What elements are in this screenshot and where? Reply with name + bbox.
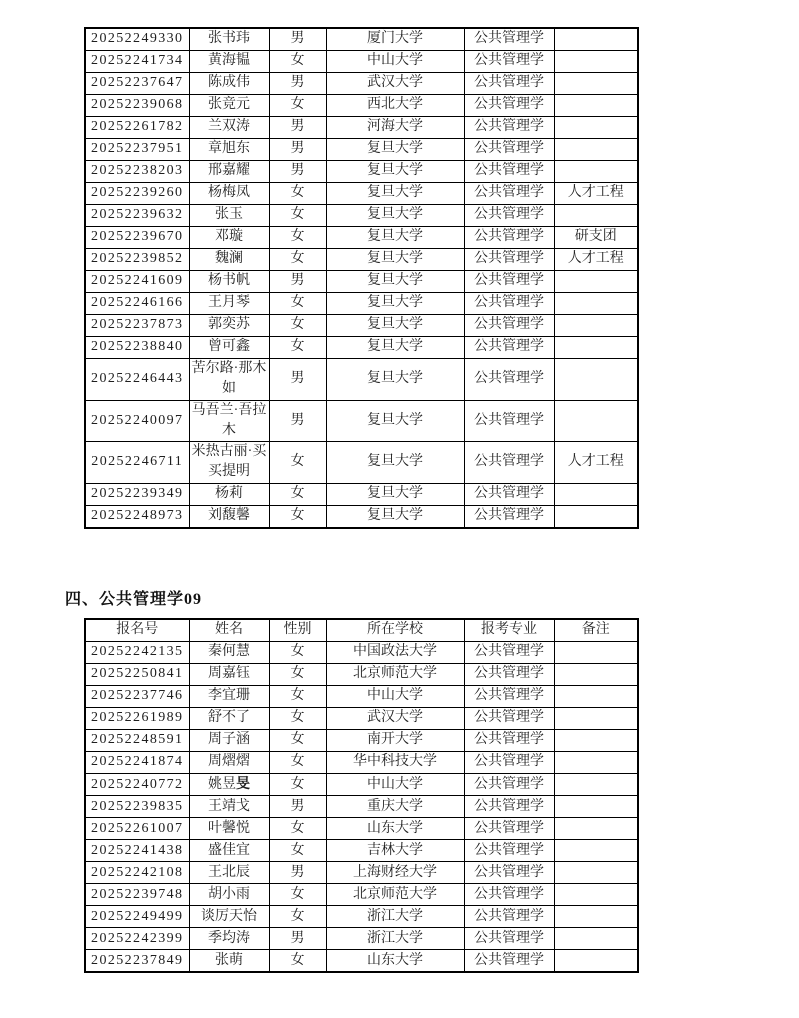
cell-name: 郭奕苏 (189, 315, 269, 337)
cell-school: 上海财经大学 (326, 862, 464, 884)
cell-registration-id: 20252246443 (85, 359, 189, 401)
cell-name: 姚昱旻 (189, 774, 269, 796)
cell-major: 公共管理学 (464, 73, 554, 95)
cell-major: 公共管理学 (464, 840, 554, 862)
cell-major: 公共管理学 (464, 928, 554, 950)
cell-name: 谈厉天怡 (189, 906, 269, 928)
cell-name: 米热古丽·买买提明 (189, 442, 269, 484)
table-row (85, 315, 638, 337)
cell-major: 公共管理学 (464, 862, 554, 884)
cell-major: 公共管理学 (464, 315, 554, 337)
cell-name: 季均涛 (189, 928, 269, 950)
cell-school: 北京师范大学 (326, 664, 464, 686)
cell-major: 公共管理学 (464, 818, 554, 840)
cell-school: 河海大学 (326, 117, 464, 139)
cell-name: 杨莉 (189, 483, 269, 505)
cell-registration-id: 20252248591 (85, 730, 189, 752)
cell-school: 北京师范大学 (326, 884, 464, 906)
cell-major: 公共管理学 (464, 359, 554, 401)
column-header-registration-id: 报名号 (85, 619, 189, 642)
cell-registration-id: 20252242399 (85, 928, 189, 950)
cell-gender: 男 (269, 28, 326, 51)
cell-gender: 男 (269, 73, 326, 95)
cell-registration-id: 20252241609 (85, 271, 189, 293)
table-row (85, 271, 638, 293)
cell-name: 叶馨悦 (189, 818, 269, 840)
cell-gender: 男 (269, 862, 326, 884)
cell-major: 公共管理学 (464, 95, 554, 117)
roster-table-1-body (85, 28, 638, 528)
cell-school: 复旦大学 (326, 139, 464, 161)
cell-note (554, 337, 638, 359)
cell-note (554, 752, 638, 774)
cell-registration-id: 20252241438 (85, 840, 189, 862)
cell-gender: 女 (269, 483, 326, 505)
table-row (85, 906, 638, 928)
cell-school: 中国政法大学 (326, 642, 464, 664)
cell-name: 邓璇 (189, 227, 269, 249)
cell-registration-id: 20252238840 (85, 337, 189, 359)
table-row (85, 117, 638, 139)
cell-note (554, 950, 638, 973)
cell-registration-id: 20252237849 (85, 950, 189, 973)
cell-registration-id: 20252241874 (85, 752, 189, 774)
cell-gender: 女 (269, 205, 326, 227)
cell-school: 复旦大学 (326, 249, 464, 271)
table-row (85, 664, 638, 686)
cell-gender: 女 (269, 51, 326, 73)
cell-registration-id: 20252241734 (85, 51, 189, 73)
roster-table-section4 (84, 618, 639, 973)
cell-major: 公共管理学 (464, 442, 554, 484)
table-row (85, 73, 638, 95)
cell-major: 公共管理学 (464, 884, 554, 906)
cell-name: 胡小雨 (189, 884, 269, 906)
cell-note (554, 28, 638, 51)
cell-gender: 男 (269, 117, 326, 139)
table-row (85, 359, 638, 401)
cell-note (554, 95, 638, 117)
cell-school: 浙江大学 (326, 906, 464, 928)
cell-gender: 女 (269, 315, 326, 337)
cell-registration-id: 20252240772 (85, 774, 189, 796)
cell-registration-id: 20252237647 (85, 73, 189, 95)
table-row (85, 249, 638, 271)
cell-name: 邢嘉耀 (189, 161, 269, 183)
table-row (85, 686, 638, 708)
cell-registration-id: 20252237746 (85, 686, 189, 708)
table-row (85, 205, 638, 227)
table-row (85, 950, 638, 973)
cell-note (554, 818, 638, 840)
cell-gender: 女 (269, 249, 326, 271)
cell-gender: 男 (269, 359, 326, 401)
cell-name: 张萌 (189, 950, 269, 973)
table-row (85, 928, 638, 950)
cell-registration-id: 20252239068 (85, 95, 189, 117)
cell-major: 公共管理学 (464, 205, 554, 227)
cell-registration-id: 20252239670 (85, 227, 189, 249)
cell-gender: 女 (269, 442, 326, 484)
column-header-school: 所在学校 (326, 619, 464, 642)
cell-name: 张书玮 (189, 28, 269, 51)
cell-name: 章旭东 (189, 139, 269, 161)
cell-school: 厦门大学 (326, 28, 464, 51)
cell-school: 浙江大学 (326, 928, 464, 950)
column-header-note: 备注 (554, 619, 638, 642)
column-header-major: 报考专业 (464, 619, 554, 642)
cell-gender: 女 (269, 642, 326, 664)
cell-note (554, 928, 638, 950)
cell-registration-id: 20252246166 (85, 293, 189, 315)
cell-note (554, 271, 638, 293)
table-row (85, 796, 638, 818)
cell-major: 公共管理学 (464, 950, 554, 973)
cell-name: 黄海韫 (189, 51, 269, 73)
cell-registration-id: 20252261989 (85, 708, 189, 730)
table-row (85, 28, 638, 51)
cell-name: 苦尔路·那木如 (189, 359, 269, 401)
cell-major: 公共管理学 (464, 271, 554, 293)
cell-gender: 女 (269, 884, 326, 906)
cell-school: 南开大学 (326, 730, 464, 752)
cell-major: 公共管理学 (464, 183, 554, 205)
cell-gender: 女 (269, 227, 326, 249)
cell-note (554, 840, 638, 862)
cell-gender: 女 (269, 337, 326, 359)
cell-major: 公共管理学 (464, 227, 554, 249)
cell-school: 复旦大学 (326, 505, 464, 528)
cell-gender: 男 (269, 796, 326, 818)
column-header-gender: 性别 (269, 619, 326, 642)
cell-school: 中山大学 (326, 51, 464, 73)
table-row (85, 293, 638, 315)
cell-name: 李宜珊 (189, 686, 269, 708)
cell-school: 复旦大学 (326, 271, 464, 293)
cell-registration-id: 20252261007 (85, 818, 189, 840)
cell-registration-id: 20252237951 (85, 139, 189, 161)
cell-gender: 女 (269, 752, 326, 774)
cell-name: 周子涵 (189, 730, 269, 752)
cell-major: 公共管理学 (464, 708, 554, 730)
table-row (85, 774, 638, 796)
cell-school: 中山大学 (326, 686, 464, 708)
cell-registration-id: 20252239835 (85, 796, 189, 818)
cell-major: 公共管理学 (464, 249, 554, 271)
cell-note (554, 315, 638, 337)
cell-major: 公共管理学 (464, 642, 554, 664)
cell-major: 公共管理学 (464, 293, 554, 315)
cell-note (554, 884, 638, 906)
section-heading: 四、公共管理学09 (65, 591, 203, 608)
cell-school: 复旦大学 (326, 293, 464, 315)
cell-major: 公共管理学 (464, 483, 554, 505)
cell-note (554, 664, 638, 686)
cell-school: 武汉大学 (326, 73, 464, 95)
cell-gender: 男 (269, 928, 326, 950)
cell-name: 曾可鑫 (189, 337, 269, 359)
cell-note (554, 862, 638, 884)
table-row (85, 442, 638, 484)
cell-gender: 女 (269, 505, 326, 528)
cell-registration-id: 20252240097 (85, 400, 189, 442)
cell-note (554, 359, 638, 401)
table-row (85, 884, 638, 906)
cell-name: 周熠熠 (189, 752, 269, 774)
cell-major: 公共管理学 (464, 117, 554, 139)
cell-note (554, 205, 638, 227)
cell-registration-id: 20252249330 (85, 28, 189, 51)
cell-registration-id: 20252242135 (85, 642, 189, 664)
cell-gender: 女 (269, 708, 326, 730)
cell-major: 公共管理学 (464, 664, 554, 686)
cell-note: 人才工程 (554, 442, 638, 484)
cell-school: 山东大学 (326, 950, 464, 973)
cell-name: 王月琴 (189, 293, 269, 315)
cell-note (554, 293, 638, 315)
cell-school: 复旦大学 (326, 227, 464, 249)
cell-registration-id: 20252237873 (85, 315, 189, 337)
cell-major: 公共管理学 (464, 505, 554, 528)
cell-note (554, 73, 638, 95)
table-row (85, 505, 638, 528)
cell-name: 周嘉钰 (189, 664, 269, 686)
table-row (85, 752, 638, 774)
cell-name: 王靖戈 (189, 796, 269, 818)
cell-name: 张玉 (189, 205, 269, 227)
cell-note (554, 51, 638, 73)
cell-note: 人才工程 (554, 249, 638, 271)
cell-name: 盛佳宜 (189, 840, 269, 862)
cell-name: 魏澜 (189, 249, 269, 271)
cell-name: 陈成伟 (189, 73, 269, 95)
cell-gender: 女 (269, 95, 326, 117)
cell-note (554, 505, 638, 528)
cell-school: 复旦大学 (326, 315, 464, 337)
cell-school: 西北大学 (326, 95, 464, 117)
cell-note (554, 708, 638, 730)
cell-school: 复旦大学 (326, 359, 464, 401)
cell-note: 人才工程 (554, 183, 638, 205)
cell-registration-id: 20252246711 (85, 442, 189, 484)
table-row (85, 708, 638, 730)
cell-registration-id: 20252249499 (85, 906, 189, 928)
table-row (85, 818, 638, 840)
table-row (85, 51, 638, 73)
cell-major: 公共管理学 (464, 337, 554, 359)
cell-note: 研支团 (554, 227, 638, 249)
table-row (85, 483, 638, 505)
cell-school: 复旦大学 (326, 337, 464, 359)
cell-gender: 男 (269, 400, 326, 442)
table-row (85, 95, 638, 117)
cell-major: 公共管理学 (464, 139, 554, 161)
cell-gender: 女 (269, 950, 326, 973)
cell-note (554, 161, 638, 183)
cell-school: 吉林大学 (326, 840, 464, 862)
cell-registration-id: 20252261782 (85, 117, 189, 139)
roster-table-2-body (85, 642, 638, 973)
header-row (85, 619, 638, 642)
table-row (85, 642, 638, 664)
cell-note (554, 906, 638, 928)
cell-registration-id: 20252248973 (85, 505, 189, 528)
cell-major: 公共管理学 (464, 28, 554, 51)
cell-school: 武汉大学 (326, 708, 464, 730)
cell-school: 复旦大学 (326, 400, 464, 442)
cell-major: 公共管理学 (464, 51, 554, 73)
cell-note (554, 774, 638, 796)
cell-registration-id: 20252239852 (85, 249, 189, 271)
cell-gender: 女 (269, 774, 326, 796)
cell-gender: 女 (269, 183, 326, 205)
cell-registration-id: 20252242108 (85, 862, 189, 884)
cell-name: 杨书帆 (189, 271, 269, 293)
cell-name: 秦何慧 (189, 642, 269, 664)
table-row (85, 730, 638, 752)
roster-table-continued (84, 27, 639, 529)
cell-gender: 男 (269, 271, 326, 293)
cell-note (554, 796, 638, 818)
cell-gender: 女 (269, 906, 326, 928)
cell-major: 公共管理学 (464, 400, 554, 442)
cell-registration-id: 20252239632 (85, 205, 189, 227)
cell-note (554, 117, 638, 139)
bold-fallback-glyph: 旻 (236, 776, 250, 792)
cell-gender: 男 (269, 161, 326, 183)
column-header-name: 姓名 (189, 619, 269, 642)
cell-name: 刘馥馨 (189, 505, 269, 528)
cell-school: 中山大学 (326, 774, 464, 796)
cell-school: 山东大学 (326, 818, 464, 840)
cell-name: 张竞元 (189, 95, 269, 117)
cell-school: 复旦大学 (326, 183, 464, 205)
cell-gender: 女 (269, 293, 326, 315)
table-row (85, 337, 638, 359)
cell-registration-id: 20252239748 (85, 884, 189, 906)
cell-major: 公共管理学 (464, 752, 554, 774)
cell-school: 复旦大学 (326, 483, 464, 505)
cell-gender: 女 (269, 730, 326, 752)
cell-gender: 女 (269, 686, 326, 708)
cell-major: 公共管理学 (464, 686, 554, 708)
cell-note (554, 139, 638, 161)
table-row (85, 227, 638, 249)
cell-note (554, 400, 638, 442)
cell-school: 复旦大学 (326, 442, 464, 484)
cell-school: 复旦大学 (326, 205, 464, 227)
table-row (85, 161, 638, 183)
cell-name: 杨梅凤 (189, 183, 269, 205)
table-row (85, 840, 638, 862)
cell-major: 公共管理学 (464, 796, 554, 818)
cell-school: 重庆大学 (326, 796, 464, 818)
table-row (85, 400, 638, 442)
cell-name: 王北辰 (189, 862, 269, 884)
cell-major: 公共管理学 (464, 906, 554, 928)
cell-major: 公共管理学 (464, 730, 554, 752)
table-row (85, 139, 638, 161)
cell-school: 华中科技大学 (326, 752, 464, 774)
cell-name: 马吾兰·吾拉木 (189, 400, 269, 442)
cell-gender: 女 (269, 818, 326, 840)
roster-table-2-head (85, 619, 638, 642)
cell-name: 兰双涛 (189, 117, 269, 139)
cell-gender: 女 (269, 664, 326, 686)
cell-registration-id: 20252239260 (85, 183, 189, 205)
table-row (85, 862, 638, 884)
cell-note (554, 642, 638, 664)
cell-gender: 男 (269, 139, 326, 161)
cell-name: 舒不了 (189, 708, 269, 730)
table-row (85, 183, 638, 205)
cell-school: 复旦大学 (326, 161, 464, 183)
cell-major: 公共管理学 (464, 774, 554, 796)
cell-note (554, 483, 638, 505)
cell-note (554, 730, 638, 752)
cell-registration-id: 20252250841 (85, 664, 189, 686)
cell-note (554, 686, 638, 708)
cell-major: 公共管理学 (464, 161, 554, 183)
cell-gender: 女 (269, 840, 326, 862)
cell-registration-id: 20252238203 (85, 161, 189, 183)
cell-registration-id: 20252239349 (85, 483, 189, 505)
